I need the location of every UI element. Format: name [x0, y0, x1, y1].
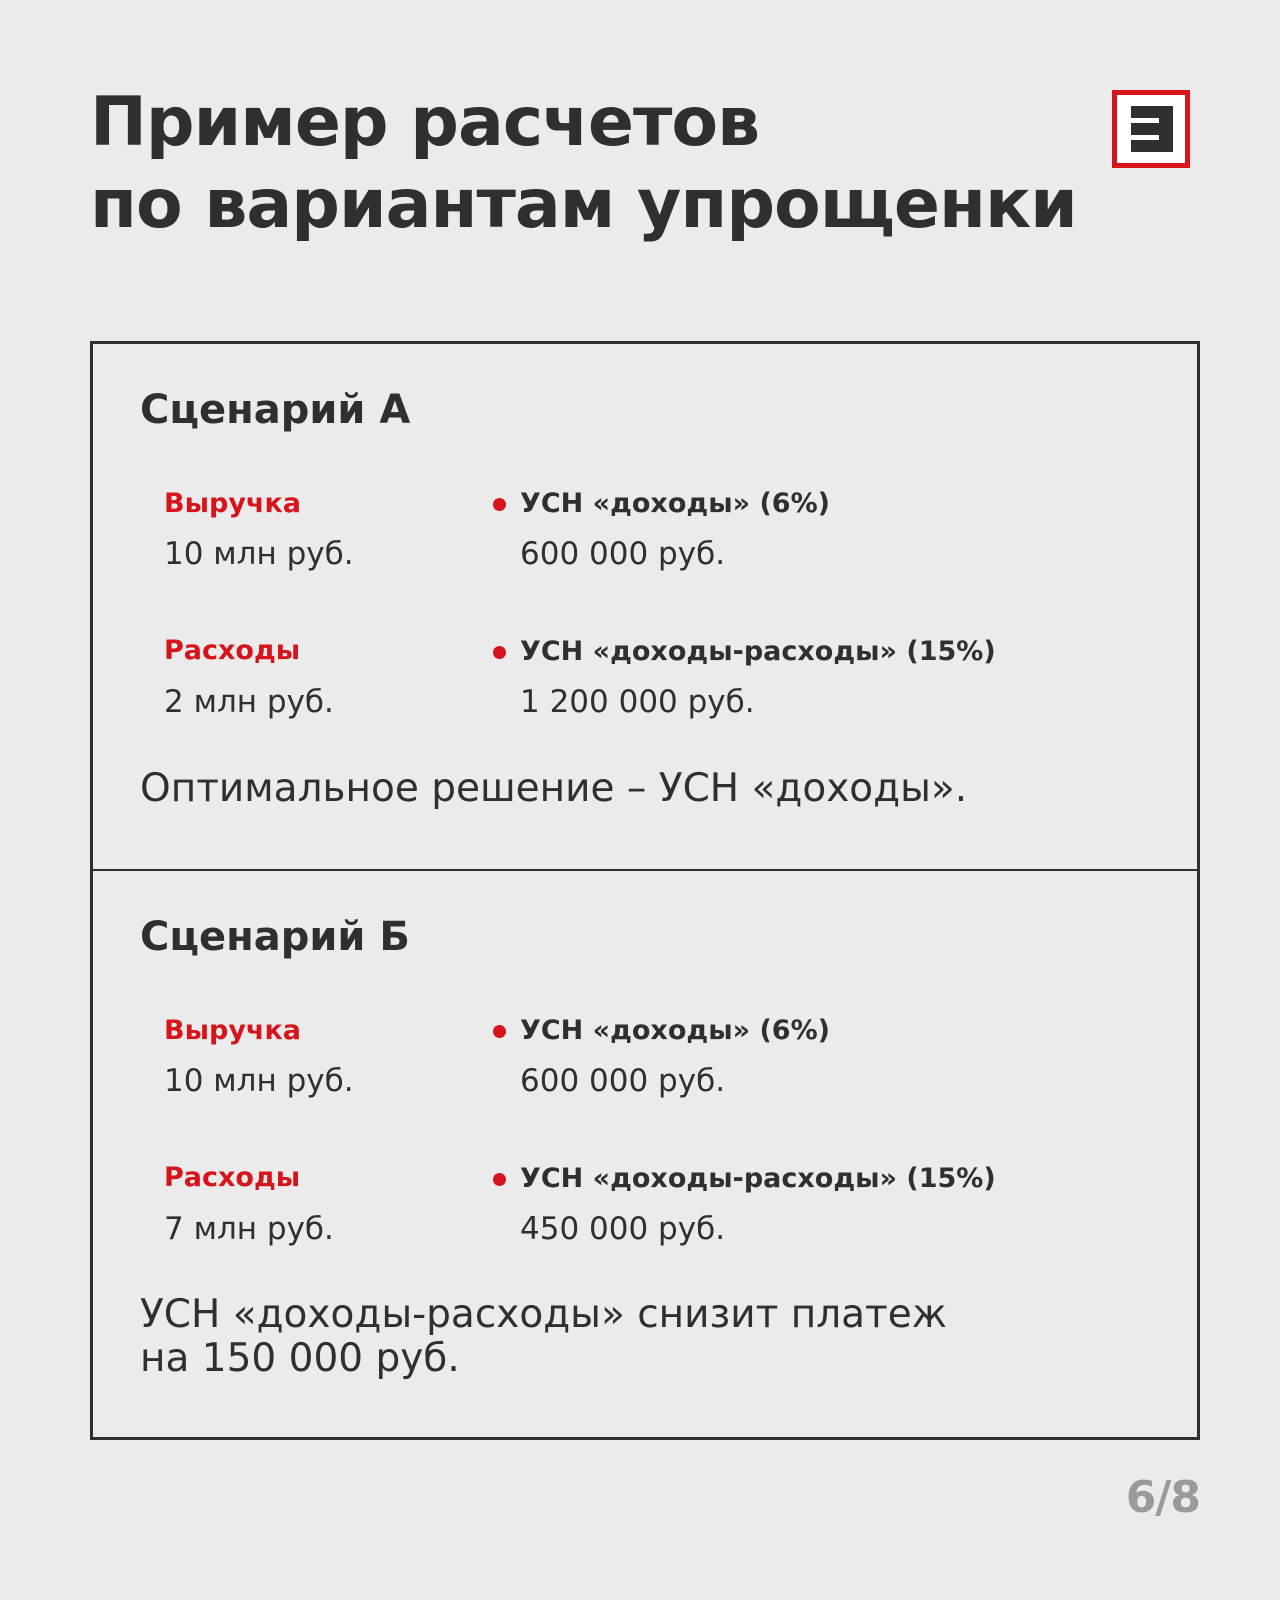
- scenario-a-option-2-value: 1 200 000 руб.: [520, 684, 755, 720]
- scenario-a-option-1-value: 600 000 руб.: [520, 536, 726, 572]
- scenario-a: [93, 344, 1197, 871]
- scenario-b: [93, 871, 1197, 1437]
- logo-letter-e-icon: [1117, 95, 1185, 163]
- scenario-b-option-1-value: 600 000 руб.: [520, 1063, 726, 1099]
- scenario-a-expenses-value: 2 млн руб.: [164, 684, 334, 720]
- scenario-a-revenue-label: Выручка: [164, 488, 302, 519]
- page-title-line-2: по вариантам упрощенки: [90, 165, 1077, 244]
- scenario-b-expenses-label: Расходы: [164, 1162, 301, 1193]
- scenario-b-option-2-value: 450 000 руб.: [520, 1211, 726, 1247]
- page-title-line-1: Пример расчетов: [90, 83, 760, 162]
- scenario-a-option-1-label: УСН «доходы» (6%): [520, 488, 830, 519]
- scenario-a-title: Сценарий А: [140, 387, 411, 433]
- scenario-a-option-2-label: УСН «доходы-расходы» (15%): [520, 636, 996, 667]
- scenario-b-expenses-value: 7 млн руб.: [164, 1211, 334, 1247]
- scenario-b-title: Сценарий Б: [140, 914, 410, 960]
- bullet-dot-icon: [493, 1173, 506, 1186]
- scenario-b-revenue-label: Выручка: [164, 1015, 302, 1046]
- scenario-a-conclusion: [140, 767, 967, 811]
- scenario-b-conclusion: [140, 1293, 947, 1381]
- page-indicator: 6/8: [1125, 1472, 1200, 1523]
- scenario-b-conclusion-line-1: УСН «доходы-расходы» снизит платеж: [140, 1292, 947, 1337]
- bullet-dot-icon: [493, 1025, 506, 1038]
- scenario-b-option-2-label: УСН «доходы-расходы» (15%): [520, 1163, 996, 1194]
- scenarios-panel: [90, 341, 1200, 1440]
- scenario-b-option-1-label: УСН «доходы» (6%): [520, 1015, 830, 1046]
- scenario-a-conclusion-line-1: Оптимальное решение – УСН «доходы».: [140, 766, 968, 811]
- logo: [1112, 90, 1190, 168]
- scenario-a-expenses-label: Расходы: [164, 635, 301, 666]
- page-title: [90, 82, 1077, 246]
- bullet-dot-icon: [493, 498, 506, 511]
- scenario-b-revenue-value: 10 млн руб.: [164, 1063, 354, 1099]
- scenario-a-revenue-value: 10 млн руб.: [164, 536, 354, 572]
- bullet-dot-icon: [493, 646, 506, 659]
- scenario-b-conclusion-line-2: на 150 000 руб.: [140, 1336, 460, 1381]
